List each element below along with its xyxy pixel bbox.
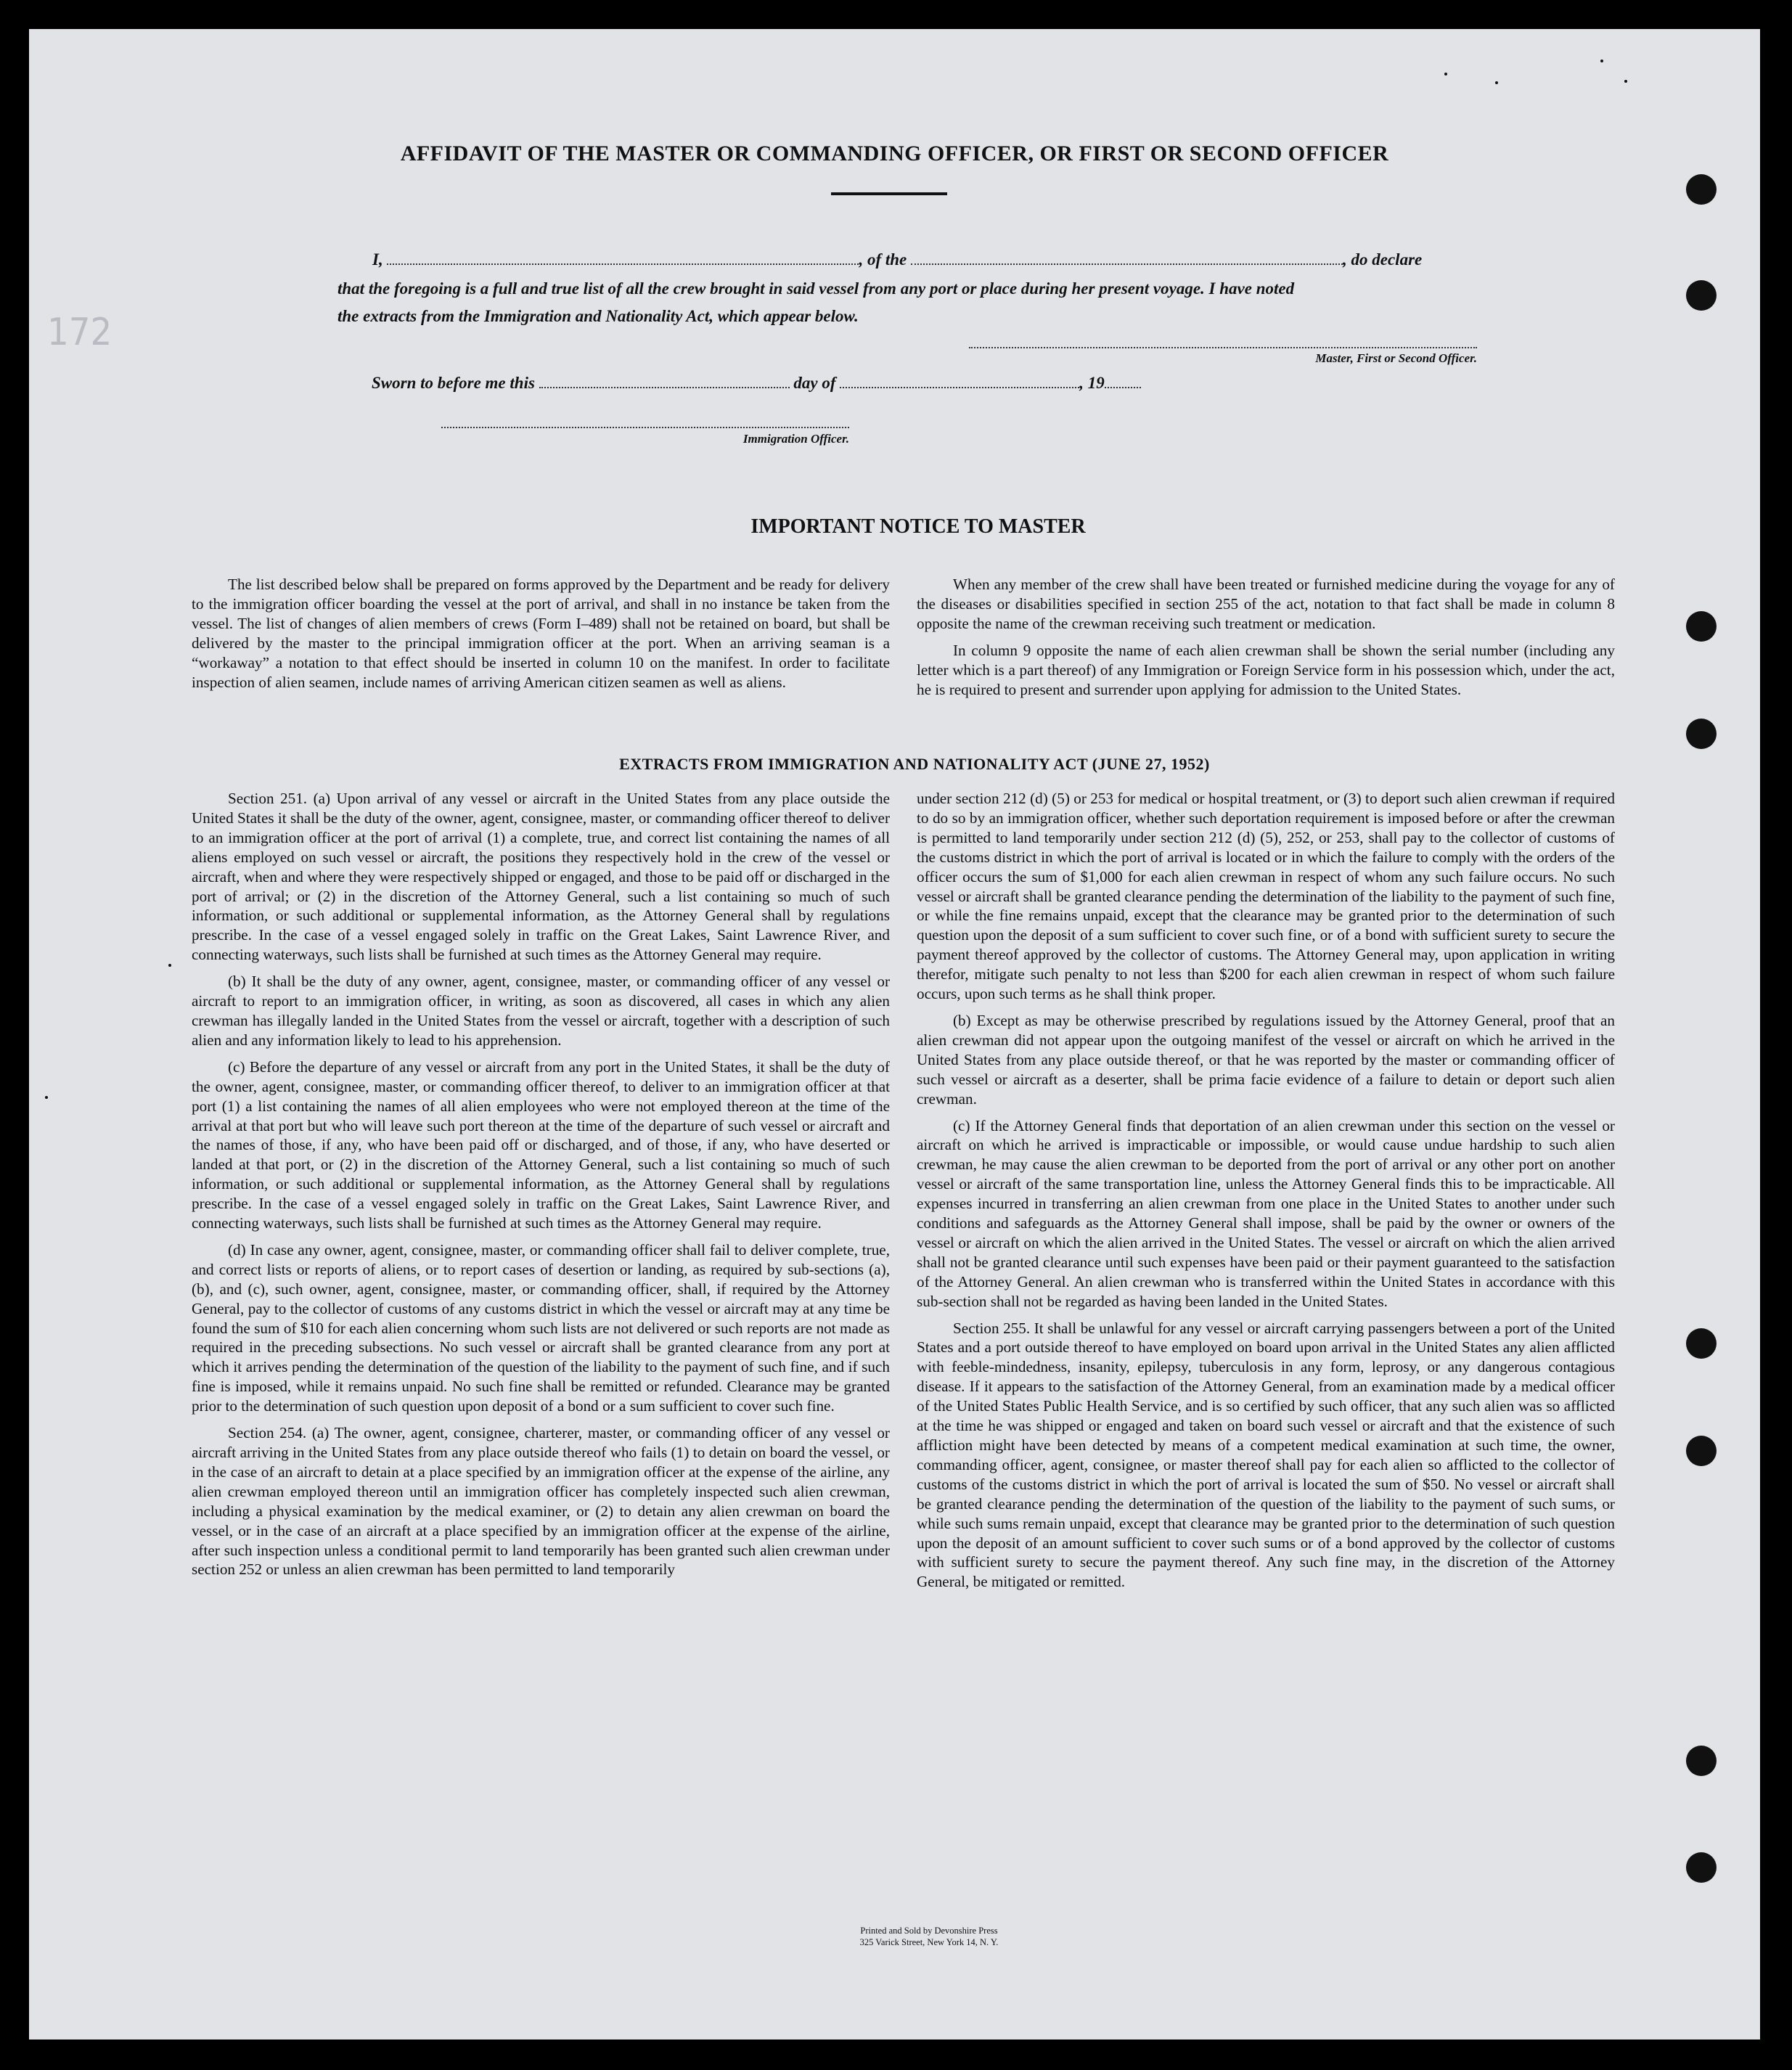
punch-hole xyxy=(1686,174,1717,205)
speck xyxy=(1444,73,1447,75)
notice-right-paragraph-1: When any member of the crew shall have been treated or furnished medicine during the voyage for any of the diseases or disabilities specified in section 255 of the act, notation to that fact shall be made in column 8 opposite the name of the crewman receiving such treatment or medication. xyxy=(917,576,1615,632)
sworn-label: Sworn to before me this xyxy=(372,374,535,392)
printer-line-1: Printed and Sold by Devonshire Press xyxy=(860,1926,998,1936)
declarant-name-field[interactable] xyxy=(387,263,859,265)
affidavit-title: AFFIDAVIT OF THE MASTER OR COMMANDING OFFICER, OR FIRST OR SECOND OFFICER xyxy=(400,142,1389,165)
notice-left-column xyxy=(192,575,890,699)
extract-paragraph: Section 255. It shall be unlawful for any vessel or aircraft carrying passengers between a port of the United States and a port outside thereof to have employed on board upon arrival in the United States any alien afflicted with feeble-mindedness, insanity, epilepsy, tuberculosis in any form, leprosy, or any dangerous contagious disease. If it appears to the satisfaction of the Attorney General, from an examination made by a medical officer of the United States Public Health Service, and is so certified by such officer, that any such alien was so afflicted at the time he was shipped or engaged and taken on board such vessel or aircraft and that the existence of such affliction might have been detected by means of a competent medical examination at such time, the owner, commanding officer, agent, consignee, or master thereof shall pay for each alien so afflicted to the collector of customs of the customs district in which the port of arrival is located the sum of $50. No vessel or aircraft shall be granted clearance pending the determination of the question of the liability to the payment of such sums, or while such sums remain unpaid, except that clearance may be granted prior to the determination of such question upon the deposit of an amount sufficient to cover such sums or of a bond approved by the collector of customs with sufficient surety to secure the payment thereof. Any such fine may, in the discretion of the Attorney General, be mitigated or remitted. xyxy=(917,1319,1615,1591)
of-the-label: , of the xyxy=(859,250,907,269)
extract-paragraph: Section 251. (a) Upon arrival of any vessel or aircraft in the United States from any place outside the United States it shall be the duty of the owner, agent, consignee, master, or commanding officer thereof to deliver to an immigration officer at the port of arrival (1) a complete, true, and correct list containing the names of all aliens employed on such vessel or aircraft, the positions they respectively hold in the crew of the vessel or aircraft, when and where they were respectively shipped or engaged, and those to be paid off or discharged in the port of arrival; or (2) in the discretion of the Attorney General, such a list containing so much of such information, or such additional or supplemental information, as the Attorney General shall by regulations prescribe. In the case of a vessel engaged solely in traffic on the Great Lakes, Saint Lawrence River, and connecting waterways, such lists shall be furnished at such times as the Attorney General may require. xyxy=(192,790,890,964)
speck xyxy=(168,964,171,967)
extract-paragraph: Section 254. (a) The owner, agent, consignee, charterer, master, or commanding officer of any vessel or aircraft arriving in the United States from any place outside thereof who fails (1) to detain on board the vessel, or in the case of an aircraft to detain at a place specified by an immigration officer at the expense of the airline, any alien crewman employed thereon until an immigration officer has completely inspected such alien crewman, including a physical examination by the medical examiner, or (2) to detain any alien crewman on board the vessel, or in the case of an aircraft at a place specified by an immigration officer at the expense of the airline, after such inspection unless a conditional permit to land temporarily has been granted such alien crewman under section 252 or unless an alien crewman has been permitted to land temporarily xyxy=(192,1424,890,1579)
master-signature-line[interactable] xyxy=(969,347,1477,348)
extract-paragraph: (b) It shall be the duty of any owner, agent, consignee, master, or commanding officer of any vessel or aircraft to report to an immigration officer, in writing, as soon as discovered, all cases in which any alien crewman has illegally landed in the United States from the vessel or aircraft, together with a description of such alien and any information likely to lead to his apprehension. xyxy=(192,973,890,1049)
title-underline xyxy=(831,192,947,195)
printer-line-2: 325 Varick Street, New York 14, N. Y. xyxy=(859,1937,999,1947)
extract-paragraph: under section 212 (d) (5) or 253 for medical or hospital treatment, or (3) to deport such alien crewman if required to do so by an immigration officer, whether such deportation requirement is imposed before or after the crewman is permitted to land temporarily under section 212 (d) (5), 252, or 253, shall pay to the collector of customs of the customs district in which the port of arrival is located or in which the failure to comply with the orders of the officer occurs the sum of $1,000 for each alien crewman in respect of whom any such failure occurs. No such vessel or aircraft shall be granted clearance pending the determination of the liability to the payment of such fine, or while the fine remains unpaid, except that the clearance may be granted prior to the determination of such question upon the deposit of a sum sufficient to cover such fine, or of a bond with sufficient surety to secure the payment thereof approved by the collector of customs. The Attorney General may, upon application in writing therefor, mitigate such penalty to not less than $200 for each alien crewman in respect of whom such failure occurs, upon such terms as he shall think proper. xyxy=(917,790,1615,1003)
extracts-left-column xyxy=(192,789,890,1587)
notice-right-paragraph-2: In column 9 opposite the name of each alien crewman shall be shown the serial number (including any letter which is a part thereof) of any Immigration or Foreign Service form in his possession which, under the act, he is required to present and surrender upon applying for admission to the United States. xyxy=(917,641,1615,698)
notice-right-column xyxy=(917,575,1615,706)
speck xyxy=(1600,60,1603,62)
officer-signature-line[interactable] xyxy=(441,427,849,428)
declarant-line xyxy=(372,250,1490,269)
officer-signature-caption: Immigration Officer. xyxy=(742,432,849,446)
declaration-line-1: that the foregoing is a full and true list of all the crew brought in said vessel from any port or place during her present voyage. I have noted xyxy=(337,279,1295,298)
sworn-month-field[interactable] xyxy=(840,386,1079,388)
margin-page-number: 172 xyxy=(46,311,112,354)
extract-paragraph: (c) Before the departure of any vessel or aircraft from any port in the United States, it shall be the duty of the owner, agent, consignee, master, or commanding officer thereof, to deliver to an immigration officer at that port (1) a list containing the names of all alien employees who were not employed thereon at the time of the arrival at that port but who will leave such port thereon at the time of the departure of such vessel or aircraft and the names of those, if any, who have been paid off or discharged, and of those, if any, who have deserted or landed at that port, or (2) in the discretion of the Attorney General, such a list containing so much of such information, or such additional or supplemental information, as the Attorney General shall by regulations prescribe. In the case of a vessel engaged solely in traffic on the Great Lakes, Saint Lawrence River, and connecting waterways, such lists shall be furnished at such times as the Attorney General may require. xyxy=(192,1058,890,1232)
speck xyxy=(1624,80,1627,83)
punch-hole xyxy=(1686,1436,1717,1466)
sworn-year-field[interactable] xyxy=(1105,386,1141,388)
extract-paragraph: (c) If the Attorney General finds that deportation of an alien crewman under this section on the vessel or aircraft on which he arrived is impracticable or impossible, or would cause undue hardship to such alien crewman, he may cause the alien crewman to be deported from the port of arrival or any other port on another vessel or aircraft of the same transportation line, unless the Attorney General finds this to be impracticable. All expenses incurred in transferring an alien crewman from one place in the United States to another under such conditions and safeguards as the Attorney General shall impose, shall be paid by the owner or owners of the vessel or aircraft on which the alien arrived in the United States. The vessel or aircraft on which the alien arrived shall not be granted clearance until such expenses have been paid or their payment guaranteed to the satisfaction of the Attorney General. An alien crewman who is transferred within the United States in accordance with this sub-section shall not be regarded as having been landed in the United States. xyxy=(917,1116,1615,1310)
punch-hole xyxy=(1686,1328,1717,1359)
extract-paragraph: (d) In case any owner, agent, consignee, master, or commanding officer shall fail to deliver complete, true, and correct lists or reports of aliens, or to report cases of desertion or landing, as required by sub-sections (a), (b), and (c), such owner, agent, consignee, master, or commanding officer, shall, if required by the Attorney General, pay to the collector of customs of any customs district in which the vessel or aircraft may at any time be found the sum of $10 for each alien concerning whom such lists are not delivered or such reports are not made as required in the preceding subsections. No such vessel or aircraft shall be granted clearance from any port at which it arrives pending the determination of the question of the liability to the payment of such fine, and if such fine is imposed, while it remains unpaid. No such fine shall be remitted or refunded. Clearance may be granted prior to the determination of such question upon deposit of a bond or a sum sufficient to cover such fine. xyxy=(192,1240,890,1415)
punch-hole xyxy=(1686,719,1717,749)
sworn-line xyxy=(372,374,1504,393)
speck xyxy=(45,1096,48,1099)
printer-imprint xyxy=(29,1925,1792,1948)
do-declare-label: , do declare xyxy=(1343,250,1423,269)
day-of-label: day of xyxy=(793,374,836,392)
document-page xyxy=(29,29,1760,2040)
punch-hole xyxy=(1686,1852,1717,1883)
extracts-heading: EXTRACTS FROM IMMIGRATION AND NATIONALITY ACT (JUNE 27, 1952) xyxy=(619,755,1210,773)
notice-heading: IMPORTANT NOTICE TO MASTER xyxy=(750,515,1086,538)
sworn-day-field[interactable] xyxy=(539,386,790,388)
extracts-right-column xyxy=(917,789,1615,1599)
punch-hole xyxy=(1686,611,1717,642)
punch-hole xyxy=(1686,1746,1717,1776)
declaration-line-2: the extracts from the Immigration and Nationality Act, which appear below. xyxy=(337,307,859,325)
master-signature-caption: Master, First or Second Officer. xyxy=(1315,351,1477,365)
i-label: I, xyxy=(372,250,383,269)
speck xyxy=(1495,81,1498,84)
extract-paragraph: (b) Except as may be otherwise prescribed by regulations issued by the Attorney General, proof that an alien crewman did not appear upon the outgoing manifest of the vessel or aircraft on which he arrived in the United States from any place outside thereof, or that he was reported by the master or commanding officer of such vessel or aircraft as a deserter, shall be prima facie evidence of a failure to detain or deport such alien crewman. xyxy=(917,1011,1615,1108)
notice-left-paragraph: The list described below shall be prepared on forms approved by the Department and be ready for delivery to the immigration officer boarding the vessel at the port of arrival, and shall in no instance be taken from the vessel. The list of changes of alien members of crews (Form I–489) shall not be retained on board, but shall be delivered by the master to the principal immigration officer at the port. When an arriving seaman is a “workaway” a notation to that effect should be inserted in column 10 on the manifest. In order to facilitate inspection of alien seamen, include names of arriving American citizen seamen as well as aliens. xyxy=(192,576,890,691)
vessel-name-field[interactable] xyxy=(911,263,1343,265)
year-label: , 19 xyxy=(1079,374,1105,392)
punch-hole xyxy=(1686,280,1717,311)
